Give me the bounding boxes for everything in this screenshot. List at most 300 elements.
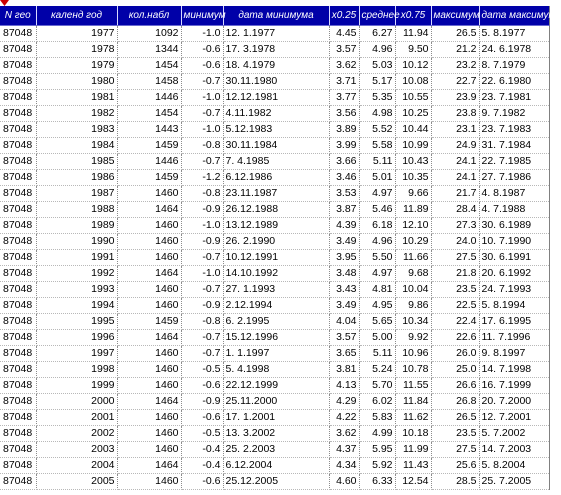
cell-minimum[interactable]: -0.9: [181, 297, 223, 313]
cell-maximum[interactable]: 22.4: [431, 313, 479, 329]
cell-minimum[interactable]: -0.9: [181, 393, 223, 409]
cell-mean[interactable]: 5.95: [359, 441, 395, 457]
cell-maximum[interactable]: 26.6: [431, 377, 479, 393]
cell-minimum[interactable]: -0.7: [181, 281, 223, 297]
cell-min-date[interactable]: 2.12.1994: [223, 297, 329, 313]
cell-mean[interactable]: 5.03: [359, 57, 395, 73]
cell-minimum[interactable]: -0.6: [181, 473, 223, 489]
cell-year[interactable]: 1996: [36, 329, 117, 345]
cell-maximum[interactable]: 21.7: [431, 185, 479, 201]
cell-year[interactable]: 1984: [36, 137, 117, 153]
cell-min-date[interactable]: 25. 2.2003: [223, 441, 329, 457]
table-row[interactable]: [0, 313, 549, 329]
cell-year[interactable]: 1980: [36, 73, 117, 89]
cell-maximum[interactable]: 23.2: [431, 57, 479, 73]
table-row[interactable]: [0, 441, 549, 457]
cell-q75[interactable]: 10.29: [395, 233, 431, 249]
cell-station[interactable]: 87048: [0, 313, 36, 329]
column-header-obs-count[interactable]: кол.набл: [117, 6, 181, 25]
cell-max-date[interactable]: 5. 8.1977: [479, 25, 549, 41]
cell-maximum[interactable]: 27.3: [431, 217, 479, 233]
cell-q25[interactable]: 4.45: [329, 25, 359, 41]
cell-year[interactable]: 1988: [36, 201, 117, 217]
cell-min-date[interactable]: 12. 1.1977: [223, 25, 329, 41]
cell-station[interactable]: 87048: [0, 265, 36, 281]
cell-q25[interactable]: 3.95: [329, 249, 359, 265]
cell-mean[interactable]: 5.17: [359, 73, 395, 89]
cell-maximum[interactable]: 24.9: [431, 137, 479, 153]
cell-q25[interactable]: 3.48: [329, 265, 359, 281]
cell-q25[interactable]: 4.37: [329, 441, 359, 457]
cell-minimum[interactable]: -0.7: [181, 153, 223, 169]
cell-min-date[interactable]: 6.12.1986: [223, 169, 329, 185]
cell-obs-count[interactable]: 1460: [117, 185, 181, 201]
cell-obs-count[interactable]: 1460: [117, 441, 181, 457]
cell-minimum[interactable]: -1.0: [181, 121, 223, 137]
cell-station[interactable]: 87048: [0, 345, 36, 361]
cell-q75[interactable]: 9.66: [395, 185, 431, 201]
cell-station[interactable]: 87048: [0, 137, 36, 153]
table-row[interactable]: [0, 329, 549, 345]
cell-minimum[interactable]: -0.5: [181, 425, 223, 441]
cell-min-date[interactable]: 12.12.1981: [223, 89, 329, 105]
cell-station[interactable]: 87048: [0, 473, 36, 489]
cell-minimum[interactable]: -1.0: [181, 89, 223, 105]
cell-max-date[interactable]: 4. 7.1988: [479, 201, 549, 217]
cell-mean[interactable]: 6.27: [359, 25, 395, 41]
column-header-minimum[interactable]: минимум: [181, 6, 223, 25]
cell-obs-count[interactable]: 1460: [117, 473, 181, 489]
cell-year[interactable]: 1989: [36, 217, 117, 233]
cell-maximum[interactable]: 23.5: [431, 281, 479, 297]
cell-station[interactable]: 87048: [0, 297, 36, 313]
cell-obs-count[interactable]: 1454: [117, 105, 181, 121]
cell-mean[interactable]: 4.95: [359, 297, 395, 313]
cell-year[interactable]: 2000: [36, 393, 117, 409]
cell-mean[interactable]: 5.83: [359, 409, 395, 425]
cell-q75[interactable]: 10.99: [395, 137, 431, 153]
table-row[interactable]: [0, 457, 549, 473]
cell-q25[interactable]: 3.99: [329, 137, 359, 153]
cell-minimum[interactable]: -0.6: [181, 57, 223, 73]
cell-station[interactable]: 87048: [0, 73, 36, 89]
cell-max-date[interactable]: 5. 8.2004: [479, 457, 549, 473]
cell-year[interactable]: 1983: [36, 121, 117, 137]
cell-obs-count[interactable]: 1464: [117, 393, 181, 409]
cell-minimum[interactable]: -0.6: [181, 409, 223, 425]
cell-mean[interactable]: 5.24: [359, 361, 395, 377]
cell-min-date[interactable]: 7. 4.1985: [223, 153, 329, 169]
cell-year[interactable]: 1985: [36, 153, 117, 169]
cell-q25[interactable]: 3.71: [329, 73, 359, 89]
cell-min-date[interactable]: 17. 1.2001: [223, 409, 329, 425]
cell-obs-count[interactable]: 1460: [117, 345, 181, 361]
cell-max-date[interactable]: 22. 7.1985: [479, 153, 549, 169]
cell-obs-count[interactable]: 1464: [117, 201, 181, 217]
cell-max-date[interactable]: 22. 6.1980: [479, 73, 549, 89]
cell-min-date[interactable]: 27. 1.1993: [223, 281, 329, 297]
cell-q75[interactable]: 10.96: [395, 345, 431, 361]
cell-year[interactable]: 2005: [36, 473, 117, 489]
cell-q75[interactable]: 10.08: [395, 73, 431, 89]
cell-station[interactable]: 87048: [0, 457, 36, 473]
cell-mean[interactable]: 4.96: [359, 41, 395, 57]
cell-q75[interactable]: 10.25: [395, 105, 431, 121]
table-row[interactable]: [0, 41, 549, 57]
cell-station[interactable]: 87048: [0, 89, 36, 105]
table-row[interactable]: [0, 105, 549, 121]
cell-q75[interactable]: 9.50: [395, 41, 431, 57]
cell-obs-count[interactable]: 1446: [117, 89, 181, 105]
cell-min-date[interactable]: 26.12.1988: [223, 201, 329, 217]
cell-q25[interactable]: 3.62: [329, 425, 359, 441]
cell-maximum[interactable]: 27.5: [431, 249, 479, 265]
cell-year[interactable]: 1995: [36, 313, 117, 329]
cell-minimum[interactable]: -0.7: [181, 73, 223, 89]
cell-station[interactable]: 87048: [0, 57, 36, 73]
table-row[interactable]: [0, 249, 549, 265]
table-row[interactable]: [0, 169, 549, 185]
cell-min-date[interactable]: 22.12.1999: [223, 377, 329, 393]
cell-min-date[interactable]: 25.11.2000: [223, 393, 329, 409]
cell-obs-count[interactable]: 1454: [117, 57, 181, 73]
cell-year[interactable]: 1991: [36, 249, 117, 265]
cell-max-date[interactable]: 24. 6.1978: [479, 41, 549, 57]
cell-obs-count[interactable]: 1460: [117, 409, 181, 425]
cell-min-date[interactable]: 6.12.2004: [223, 457, 329, 473]
cell-q25[interactable]: 3.66: [329, 153, 359, 169]
cell-mean[interactable]: 5.58: [359, 137, 395, 153]
cell-min-date[interactable]: 13.12.1989: [223, 217, 329, 233]
column-header-year[interactable]: календ год: [36, 6, 117, 25]
table-row[interactable]: [0, 201, 549, 217]
cell-minimum[interactable]: -0.7: [181, 249, 223, 265]
cell-obs-count[interactable]: 1460: [117, 425, 181, 441]
table-row[interactable]: [0, 217, 549, 233]
cell-max-date[interactable]: 30. 6.1989: [479, 217, 549, 233]
cell-mean[interactable]: 5.46: [359, 201, 395, 217]
cell-year[interactable]: 1993: [36, 281, 117, 297]
cell-minimum[interactable]: -0.6: [181, 377, 223, 393]
cell-year[interactable]: 2003: [36, 441, 117, 457]
cell-q75[interactable]: 11.62: [395, 409, 431, 425]
cell-q75[interactable]: 11.43: [395, 457, 431, 473]
cell-q25[interactable]: 3.49: [329, 297, 359, 313]
cell-max-date[interactable]: 27. 7.1986: [479, 169, 549, 185]
cell-min-date[interactable]: 5. 4.1998: [223, 361, 329, 377]
cell-q75[interactable]: 9.92: [395, 329, 431, 345]
cell-mean[interactable]: 4.96: [359, 233, 395, 249]
cell-station[interactable]: 87048: [0, 41, 36, 57]
cell-mean[interactable]: 4.97: [359, 185, 395, 201]
cell-maximum[interactable]: 25.6: [431, 457, 479, 473]
cell-q75[interactable]: 11.99: [395, 441, 431, 457]
cell-maximum[interactable]: 24.1: [431, 153, 479, 169]
cell-max-date[interactable]: 8. 7.1979: [479, 57, 549, 73]
cell-max-date[interactable]: 11. 7.1996: [479, 329, 549, 345]
cell-station[interactable]: 87048: [0, 441, 36, 457]
table-row[interactable]: [0, 345, 549, 361]
cell-minimum[interactable]: -1.2: [181, 169, 223, 185]
cell-mean[interactable]: 4.99: [359, 425, 395, 441]
cell-station[interactable]: 87048: [0, 169, 36, 185]
cell-max-date[interactable]: 23. 7.1983: [479, 121, 549, 137]
cell-obs-count[interactable]: 1464: [117, 457, 181, 473]
cell-max-date[interactable]: 9. 8.1997: [479, 345, 549, 361]
table-row[interactable]: [0, 153, 549, 169]
cell-station[interactable]: 87048: [0, 249, 36, 265]
cell-q75[interactable]: 10.43: [395, 153, 431, 169]
cell-station[interactable]: 87048: [0, 377, 36, 393]
cell-maximum[interactable]: 26.8: [431, 393, 479, 409]
cell-max-date[interactable]: 17. 6.1995: [479, 313, 549, 329]
cell-year[interactable]: 1978: [36, 41, 117, 57]
cell-min-date[interactable]: 17. 3.1978: [223, 41, 329, 57]
cell-mean[interactable]: 4.97: [359, 265, 395, 281]
cell-q75[interactable]: 12.10: [395, 217, 431, 233]
table-row[interactable]: [0, 281, 549, 297]
cell-q75[interactable]: 10.44: [395, 121, 431, 137]
cell-mean[interactable]: 5.92: [359, 457, 395, 473]
cell-obs-count[interactable]: 1460: [117, 377, 181, 393]
cell-q25[interactable]: 3.81: [329, 361, 359, 377]
cell-maximum[interactable]: 23.9: [431, 89, 479, 105]
cell-maximum[interactable]: 25.0: [431, 361, 479, 377]
cell-obs-count[interactable]: 1460: [117, 233, 181, 249]
cell-mean[interactable]: 5.01: [359, 169, 395, 185]
cell-maximum[interactable]: 23.1: [431, 121, 479, 137]
cell-year[interactable]: 1979: [36, 57, 117, 73]
cell-max-date[interactable]: 20. 6.1992: [479, 265, 549, 281]
cell-mean[interactable]: 6.18: [359, 217, 395, 233]
column-header-maximum[interactable]: максимум: [431, 6, 479, 25]
cell-minimum[interactable]: -0.8: [181, 137, 223, 153]
cell-maximum[interactable]: 22.6: [431, 329, 479, 345]
cell-mean[interactable]: 5.50: [359, 249, 395, 265]
cell-q25[interactable]: 3.87: [329, 201, 359, 217]
cell-mean[interactable]: 6.33: [359, 473, 395, 489]
table-row[interactable]: [0, 73, 549, 89]
cell-minimum[interactable]: -0.7: [181, 329, 223, 345]
table-row[interactable]: [0, 297, 549, 313]
cell-max-date[interactable]: 5. 7.2002: [479, 425, 549, 441]
cell-maximum[interactable]: 26.5: [431, 409, 479, 425]
cell-station[interactable]: 87048: [0, 281, 36, 297]
table-row[interactable]: [0, 265, 549, 281]
column-header-max-date[interactable]: дата максимума: [479, 6, 549, 25]
table-row[interactable]: [0, 409, 549, 425]
cell-q25[interactable]: 4.34: [329, 457, 359, 473]
cell-station[interactable]: 87048: [0, 121, 36, 137]
cell-q75[interactable]: 10.34: [395, 313, 431, 329]
cell-year[interactable]: 1981: [36, 89, 117, 105]
cell-station[interactable]: 87048: [0, 329, 36, 345]
cell-max-date[interactable]: 30. 6.1991: [479, 249, 549, 265]
cell-year[interactable]: 1990: [36, 233, 117, 249]
table-row[interactable]: [0, 233, 549, 249]
cell-obs-count[interactable]: 1459: [117, 313, 181, 329]
column-header-min-date[interactable]: дата минимума: [223, 6, 329, 25]
cell-obs-count[interactable]: 1464: [117, 329, 181, 345]
cell-station[interactable]: 87048: [0, 233, 36, 249]
cell-minimum[interactable]: -0.7: [181, 345, 223, 361]
cell-obs-count[interactable]: 1443: [117, 121, 181, 137]
cell-station[interactable]: 87048: [0, 425, 36, 441]
table-row[interactable]: [0, 393, 549, 409]
cell-min-date[interactable]: 4.11.1982: [223, 105, 329, 121]
cell-q75[interactable]: 10.78: [395, 361, 431, 377]
cell-max-date[interactable]: 23. 7.1981: [479, 89, 549, 105]
cell-max-date[interactable]: 16. 7.1999: [479, 377, 549, 393]
table-row[interactable]: [0, 185, 549, 201]
cell-year[interactable]: 2002: [36, 425, 117, 441]
cell-min-date[interactable]: 1. 1.1997: [223, 345, 329, 361]
cell-obs-count[interactable]: 1460: [117, 249, 181, 265]
cell-maximum[interactable]: 28.4: [431, 201, 479, 217]
cell-q75[interactable]: 9.86: [395, 297, 431, 313]
cell-min-date[interactable]: 13. 3.2002: [223, 425, 329, 441]
cell-q75[interactable]: 11.84: [395, 393, 431, 409]
cell-minimum[interactable]: -0.5: [181, 361, 223, 377]
cell-max-date[interactable]: 9. 7.1982: [479, 105, 549, 121]
cell-max-date[interactable]: 10. 7.1990: [479, 233, 549, 249]
cell-max-date[interactable]: 4. 8.1987: [479, 185, 549, 201]
cell-maximum[interactable]: 22.5: [431, 297, 479, 313]
cell-q25[interactable]: 3.57: [329, 41, 359, 57]
cell-min-date[interactable]: 5.12.1983: [223, 121, 329, 137]
cell-maximum[interactable]: 23.5: [431, 425, 479, 441]
cell-min-date[interactable]: 15.12.1996: [223, 329, 329, 345]
cell-q75[interactable]: 10.04: [395, 281, 431, 297]
cell-year[interactable]: 1999: [36, 377, 117, 393]
cell-maximum[interactable]: 22.7: [431, 73, 479, 89]
cell-obs-count[interactable]: 1460: [117, 361, 181, 377]
cell-q75[interactable]: 11.89: [395, 201, 431, 217]
cell-q25[interactable]: 4.29: [329, 393, 359, 409]
cell-obs-count[interactable]: 1458: [117, 73, 181, 89]
cell-min-date[interactable]: 14.10.1992: [223, 265, 329, 281]
cell-obs-count[interactable]: 1446: [117, 153, 181, 169]
cell-year[interactable]: 1997: [36, 345, 117, 361]
table-row[interactable]: [0, 89, 549, 105]
cell-max-date[interactable]: 31. 7.1984: [479, 137, 549, 153]
table-row[interactable]: [0, 57, 549, 73]
cell-station[interactable]: 87048: [0, 409, 36, 425]
cell-minimum[interactable]: -0.4: [181, 457, 223, 473]
cell-max-date[interactable]: 20. 7.2000: [479, 393, 549, 409]
cell-minimum[interactable]: -0.4: [181, 441, 223, 457]
table-row[interactable]: [0, 121, 549, 137]
cell-year[interactable]: 1994: [36, 297, 117, 313]
cell-station[interactable]: 87048: [0, 25, 36, 41]
cell-station[interactable]: 87048: [0, 185, 36, 201]
cell-obs-count[interactable]: 1460: [117, 297, 181, 313]
cell-obs-count[interactable]: 1344: [117, 41, 181, 57]
cell-minimum[interactable]: -0.9: [181, 233, 223, 249]
cell-year[interactable]: 1982: [36, 105, 117, 121]
column-header-mean[interactable]: среднее: [359, 6, 395, 25]
cell-mean[interactable]: 4.98: [359, 105, 395, 121]
cell-year[interactable]: 1992: [36, 265, 117, 281]
cell-maximum[interactable]: 26.0: [431, 345, 479, 361]
cell-mean[interactable]: 5.11: [359, 153, 395, 169]
cell-mean[interactable]: 4.81: [359, 281, 395, 297]
cell-maximum[interactable]: 24.1: [431, 169, 479, 185]
cell-minimum[interactable]: -0.7: [181, 105, 223, 121]
cell-minimum[interactable]: -1.0: [181, 217, 223, 233]
cell-maximum[interactable]: 26.5: [431, 25, 479, 41]
cell-obs-count[interactable]: 1464: [117, 265, 181, 281]
cell-min-date[interactable]: 25.12.2005: [223, 473, 329, 489]
cell-q25[interactable]: 3.89: [329, 121, 359, 137]
cell-min-date[interactable]: 30.11.1984: [223, 137, 329, 153]
cell-mean[interactable]: 5.65: [359, 313, 395, 329]
cell-obs-count[interactable]: 1092: [117, 25, 181, 41]
cell-maximum[interactable]: 21.2: [431, 41, 479, 57]
cell-station[interactable]: 87048: [0, 105, 36, 121]
cell-q75[interactable]: 9.68: [395, 265, 431, 281]
cell-max-date[interactable]: 24. 7.1993: [479, 281, 549, 297]
cell-maximum[interactable]: 23.8: [431, 105, 479, 121]
cell-station[interactable]: 87048: [0, 393, 36, 409]
cell-q25[interactable]: 3.46: [329, 169, 359, 185]
cell-minimum[interactable]: -0.8: [181, 313, 223, 329]
cell-q25[interactable]: 4.22: [329, 409, 359, 425]
cell-minimum[interactable]: -1.0: [181, 25, 223, 41]
cell-station[interactable]: 87048: [0, 153, 36, 169]
cell-q75[interactable]: 10.12: [395, 57, 431, 73]
cell-q25[interactable]: 3.65: [329, 345, 359, 361]
cell-q25[interactable]: 4.04: [329, 313, 359, 329]
column-header-q75[interactable]: x0.75: [395, 6, 431, 25]
cell-minimum[interactable]: -0.8: [181, 185, 223, 201]
cell-maximum[interactable]: 21.8: [431, 265, 479, 281]
cell-q25[interactable]: 4.13: [329, 377, 359, 393]
cell-min-date[interactable]: 10.12.1991: [223, 249, 329, 265]
cell-year[interactable]: 1998: [36, 361, 117, 377]
table-row[interactable]: [0, 137, 549, 153]
cell-q25[interactable]: 3.57: [329, 329, 359, 345]
column-header-q25[interactable]: x0.25: [329, 6, 359, 25]
cell-q75[interactable]: 12.54: [395, 473, 431, 489]
cell-max-date[interactable]: 25. 7.2005: [479, 473, 549, 489]
cell-obs-count[interactable]: 1460: [117, 281, 181, 297]
cell-minimum[interactable]: -0.6: [181, 41, 223, 57]
cell-q25[interactable]: 3.53: [329, 185, 359, 201]
cell-year[interactable]: 2001: [36, 409, 117, 425]
cell-min-date[interactable]: 18. 4.1979: [223, 57, 329, 73]
cell-station[interactable]: 87048: [0, 361, 36, 377]
cell-min-date[interactable]: 26. 2.1990: [223, 233, 329, 249]
cell-q25[interactable]: 3.77: [329, 89, 359, 105]
cell-mean[interactable]: 5.52: [359, 121, 395, 137]
cell-year[interactable]: 2004: [36, 457, 117, 473]
cell-max-date[interactable]: 5. 8.1994: [479, 297, 549, 313]
table-row[interactable]: [0, 377, 549, 393]
cell-obs-count[interactable]: 1460: [117, 217, 181, 233]
cell-q25[interactable]: 4.60: [329, 473, 359, 489]
cell-min-date[interactable]: 23.11.1987: [223, 185, 329, 201]
cell-min-date[interactable]: 30.11.1980: [223, 73, 329, 89]
cell-year[interactable]: 1987: [36, 185, 117, 201]
cell-mean[interactable]: 5.11: [359, 345, 395, 361]
cell-minimum[interactable]: -0.9: [181, 201, 223, 217]
cell-mean[interactable]: 5.00: [359, 329, 395, 345]
table-row[interactable]: [0, 361, 549, 377]
cell-q25[interactable]: 3.43: [329, 281, 359, 297]
cell-obs-count[interactable]: 1459: [117, 137, 181, 153]
cell-year[interactable]: 1977: [36, 25, 117, 41]
